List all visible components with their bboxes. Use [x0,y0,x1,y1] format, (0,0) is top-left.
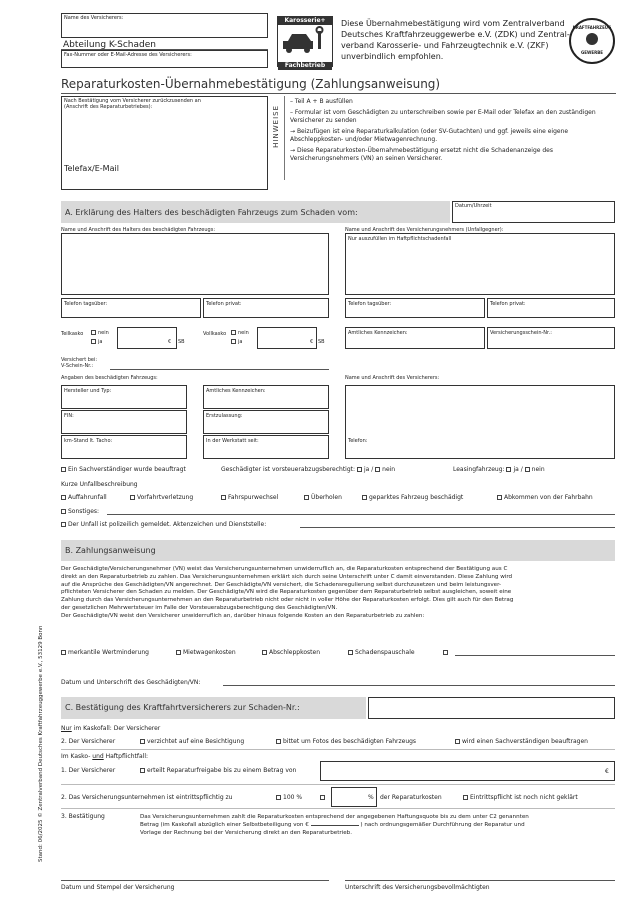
stempel-line[interactable] [61,880,329,881]
vn-address-field[interactable] [345,233,615,295]
unfall-vorfahrt[interactable]: Vorfahrtverletzung [130,494,193,501]
unfall-auffahr[interactable]: Auffahrunfall [61,494,107,501]
vollkasko-euro: € [310,339,314,345]
vn-tel-day[interactable]: Telefon tagsüber: [345,298,485,318]
c-row2b-label: 2. Das Versicherungsunternehmen ist eintrittspflichtig zu [61,794,233,801]
c-wird[interactable]: wird einen Sachverständigen beauftragen [455,738,588,745]
unfall-geparkt[interactable]: geparktes Fahrzeug beschädigt [362,494,463,501]
b-sign-line[interactable] [223,685,615,686]
halter-address-field[interactable] [61,233,329,295]
c-betrag-euro: € [605,768,609,775]
c-other-pct[interactable] [320,794,327,801]
teilkasko-ja[interactable]: ja [91,339,102,345]
c-bestaetigung-text: Das Versicherungsunternehmen zahlt die Reparaturkosten entsprechend der angegebenen Haftungsquote bis zu dem unter C2 genannten Betrag (im Kaskofall abzüglich einer Selbstbeteiligung von € ) nach ordnungsgemäßer Durchführung der Reparatur und Vorlage der Rechnung bei der Versicherung direkt an den Reparaturbetrieb. [140,814,529,836]
teilkasko-sb-field[interactable] [117,327,177,349]
vollkasko-ja[interactable]: ja [231,339,242,345]
vn-kennzeichen[interactable]: Amtliches Kennzeichen: [345,327,485,349]
hint-4: → Diese Reparaturkosten-Übernahmebestätigung ersetzt nicht die Schadenanzeige des Versicherungsnehmers (VN) an seinen Versicherer. [290,147,553,162]
kosten-other[interactable] [443,649,450,656]
teilkasko-sb: SB [178,339,185,345]
bevoll-label: Unterschrift des Versicherungsbevollmächtigten [345,884,490,891]
page-title: Reparaturkosten-Übernahmebestätigung (Zahlungsanweisung) [61,77,441,91]
return-label-2: (Anschrift des Reparaturbetriebes): [64,104,153,110]
unfall-abkommen[interactable]: Abkommen von der Fahrbahn [497,494,593,501]
vollkasko-sb-field[interactable] [257,327,317,349]
c-pct-sign: % [368,794,374,801]
b-sign-label: Datum und Unterschrift des Geschädigten/VN: [61,679,201,686]
leasing-text: Leasingfahrzeug: ja / nein [453,466,545,473]
side-version-text: Stand: 06/2025 © Zentralverband Deutsches Kraftfahrzeuggewerbe e.V., 53129 Bonn [38,625,44,862]
unfall-ueberholen[interactable]: Überholen [304,494,342,501]
versicherer-field[interactable] [345,385,615,459]
c-rep-label: der Reparaturkosten [380,794,442,801]
kosten-pauschale[interactable]: Schadenspauschale [348,649,415,656]
car-repair-icon [278,25,332,58]
section-c-title: C. Bestätigung des Kraftfahrtversicherers zur Schaden-Nr.: [65,703,300,712]
section-b-title: B. Zahlungsanweisung [65,546,156,555]
department-text: Abteilung K-Schaden [63,40,156,50]
im-kasko: Im Kasko- und Haftpflichtfall: [61,753,149,760]
return-address-field[interactable] [61,96,268,190]
halter-tel-day[interactable]: Telefon tagsüber: [61,298,201,318]
telefax-text: Telefax/E-Mail [64,164,119,173]
sv-checkbox[interactable]: Ein Sachverständiger wurde beauftragt [61,466,186,473]
c-nochnicht[interactable]: Eintrittspflicht ist noch nicht geklärt [463,794,578,801]
section-b-text: Der Geschädigte/Versicherungsnehmer (VN) weist das Versicherungsunternehmen unwiderruflich an, die Reparaturkosten entsprechend der Bestätigung aus C direkt an den Reparaturbetrieb zu zahlen. Das Versicherungsunternehmen erklärt sich durch seine Unterschrift unter C damit einverstanden. Diese Zahlung wird auf die Ansprüche des Geschädigten/VN angerechnet. Der Geschädigte/VN versichert, die Schadensregulierung selbst durchzusetzen und beim leistungsver- pflichteten Versicherer den Schaden zu melden. Der Geschädigte/VN wird die Reparaturkosten gegenüber dem Reparaturbetrieb selbst ausgleichen, soweit eine Zahlung durch das Versicherungsunternehmen an den Reparaturbetrieb nicht oder nicht in voller Höhe der Reparaturkosten erfolgt. Dies gilt auch für den Betrag der gesetzlichen Mehrwertsteuer im Falle der Vorsteuerabzugsberechtigung des Geschädigten/VN. Der Geschädigte/VN weist den Versicherer unwiderruflich an, darüber hinaus folgende Kosten an den Reparaturbetrieb zu zahlen: [61,566,514,619]
halter-tel-private[interactable]: Telefon privat: [203,298,329,318]
teilkasko-euro: € [168,339,172,345]
hint-3: → Beizufügen ist eine Reparaturkalkulation (oder SV-Gutachten) und ggf. jeweils eine eigene Abschleppkosten- und/oder Mietwagenrechnung. [290,128,569,143]
c-betrag-field[interactable] [320,761,615,781]
angaben-label: Angaben des beschädigten Fahrzeugs: [61,375,158,381]
kurz-label: Kurze Unfallbeschreibung [61,481,138,488]
hint-1: – Teil A + B ausfüllen [290,98,353,105]
fin-field[interactable]: FIN: [61,410,187,434]
vorsteuer-text: Geschädigter ist vorsteuerabzugsberechtigt: ja / nein [221,466,396,473]
insurer-fax-label: Fax-Nummer oder E-Mail-Adresse des Versicherers: [64,52,192,58]
km-field[interactable]: km-Stand lt. Tacho: [61,435,187,459]
vollkasko-sb: SB [318,339,325,345]
hint-2: – Formular ist vom Geschädigten zu unterschreiben sowie per E-Mail oder Telefax an den zuständigen Versicherer zu senden [290,109,596,124]
vollkasko-nein[interactable]: nein [231,330,249,336]
versicherer-label: Name und Anschrift des Versicherers: [345,375,440,381]
c-row2-label: 2. Der Versicherer [61,738,116,745]
vn-hint: Nur auszufüllen im Haftpflichtschadenfall [348,236,452,242]
vschein-label: V-Schein-Nr.: [61,363,94,369]
c-verzichtet[interactable]: verzichtet auf eine Besichtigung [140,738,244,745]
c-erteilt[interactable]: erteilt Reparaturfreigabe bis zu einem Betrag von [140,767,296,774]
stempel-label: Datum und Stempel der Versicherung [61,884,175,891]
hinweise-label: HINWEISE [272,105,280,148]
nur-kasko: Nur im Kaskofall: Der Versicherer [61,725,161,732]
section-a-title: A. Erklärung des Halters des beschädigten Fahrzeugs zum Schaden vom: [65,208,358,217]
teilkasko-label: Teilkasko [61,331,84,337]
c-row3-label: 3. Bestätigung [61,813,105,820]
karosserie-logo: Karosserie+ Fachbetrieb [277,16,333,67]
zdk-info-text: Diese Übernahmebestätigung wird vom Zentralverband Deutsches Kraftfahrzeuggewerbe e.V. (ZDK) und Zentral- verband Karosserie- und Fahrzeugtechnik e.V. (ZKF) unverbindlich empfohlen. [341,19,570,61]
bevoll-line[interactable] [345,880,615,881]
kfz-gewerbe-seal: KRAFTFAHRZEUG GEWERBE [569,18,615,64]
hersteller-field[interactable]: Hersteller und Typ: [61,385,187,409]
c-row1-label: 1. Der Versicherer [61,767,116,774]
vn-tel-private[interactable]: Telefon privat: [487,298,615,318]
kennzeichen-field[interactable]: Amtliches Kennzeichen: [203,385,329,409]
vn-label: Name und Anschrift des Versicherungsnehmers (Unfallgegner): [345,227,504,233]
date-time-label: Datum/Uhrzeit [455,203,492,209]
insurer-name-label: Name des Versicherers: [64,15,124,21]
vn-vschein[interactable]: Versicherungsschein-Nr.: [487,327,615,349]
werkstatt-field[interactable]: In der Werkstatt seit: [203,435,329,459]
kosten-abschlepp[interactable]: Abschleppkosten [262,649,320,656]
c-100[interactable]: 100 % [276,794,302,801]
versicherer-tel-label: Telefon: [348,438,368,444]
sonstiges-checkbox[interactable]: Sonstiges: [61,508,99,515]
schaden-nr-field[interactable] [368,697,615,719]
return-label-1: Nach Bestätigung vom Versicherer zurückzusenden an [64,98,201,104]
halter-label: Name und Anschrift des Halters des beschädigten Fahrzeugs: [61,227,216,233]
hinweise-list [290,98,615,163]
polizei-checkbox[interactable]: Der Unfall ist polizeilich gemeldet. Aktenzeichen und Dienststelle: [61,521,266,528]
teilkasko-nein[interactable]: nein [91,330,109,336]
vollkasko-label: Vollkasko [203,331,227,337]
kosten-mietwagen[interactable]: Mietwagenkosten [176,649,236,656]
erstzulassung-field[interactable]: Erstzulassung: [203,410,329,434]
unfall-spurwechsel[interactable]: Fahrspurwechsel [221,494,278,501]
kosten-wertminderung[interactable]: merkantile Wertminderung [61,649,149,656]
versichert-label: Versichert bei: [61,357,98,363]
c-bittet[interactable]: bittet um Fotos des beschädigten Fahrzeugs [276,738,416,745]
